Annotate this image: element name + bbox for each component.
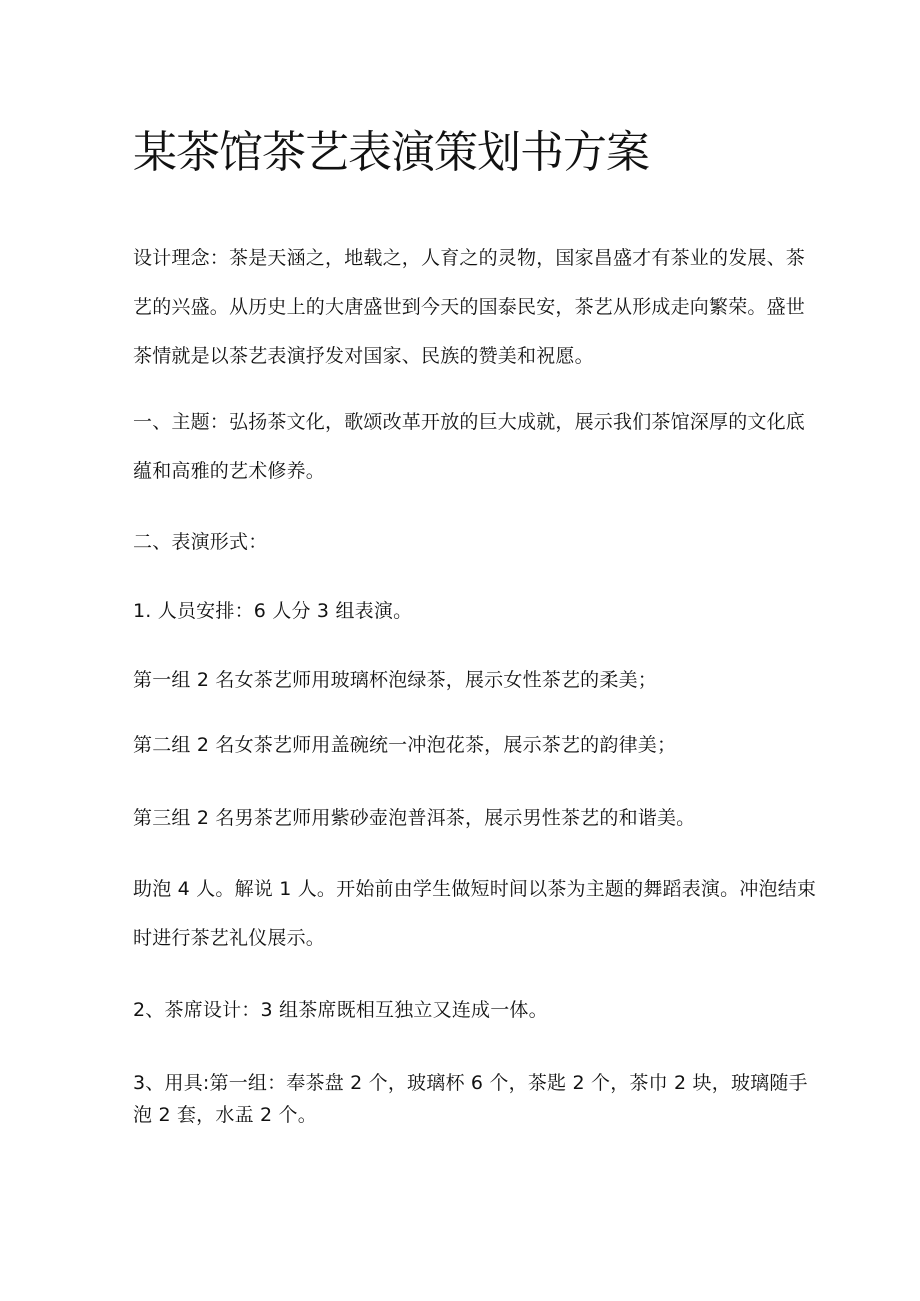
group-three-paragraph (133, 794, 793, 843)
utensils-paragraph (133, 1067, 808, 1131)
paragraph-line: 时进行茶艺礼仪展示。 (133, 927, 326, 949)
paragraph-line: 第二组 2 名女茶艺师用盖碗统一冲泡花茶，展示茶艺的韵律美； (133, 734, 677, 756)
theme-paragraph (133, 398, 806, 496)
paragraph-line: 2、茶席设计：3 组茶席既相互独立又连成一体。 (133, 999, 548, 1021)
paragraph-line: 第一组 2 名女茶艺师用玻璃杯泡绿茶，展示女性茶艺的柔美； (133, 669, 657, 691)
page-title: 某茶馆茶艺表演策划书方案 (133, 127, 649, 178)
paragraph-line: 3、用具:第一组：奉茶盘 2 个，玻璃杯 6 个，茶匙 2 个，茶巾 2 块，玻璃随手 (133, 1072, 808, 1094)
paragraph-line: 1. 人员安排：6 人分 3 组表演。 (133, 600, 413, 622)
paragraph-line: 茶情就是以茶艺表演抒发对国家、民族的赞美和祝愿。 (133, 345, 594, 367)
assistants-paragraph (133, 865, 817, 963)
performance-form-heading (133, 518, 793, 567)
group-one-paragraph (133, 656, 793, 705)
paragraph-line: 蕴和高雅的艺术修养。 (133, 460, 326, 482)
tea-table-design-paragraph (133, 986, 793, 1035)
paragraph-line: 助泡 4 人。解说 1 人。开始前由学生做短时间以茶为主题的舞蹈表演。冲泡结束 (133, 878, 817, 900)
staffing-paragraph (133, 587, 793, 636)
paragraph-line: 第三组 2 名男茶艺师用紫砂壶泡普洱茶，展示男性茶艺的和谐美。 (133, 807, 696, 829)
paragraph-line: 二、表演形式： (133, 531, 268, 553)
group-two-paragraph (133, 721, 793, 770)
paragraph-line: 泡 2 套，水盂 2 个。 (133, 1104, 317, 1126)
paragraph-line: 设计理念：茶是天涵之，地载之，人育之的灵物，国家昌盛才有茶业的发展、茶 (133, 247, 806, 269)
paragraph-line: 一、主题：弘扬茶文化，歌颂改革开放的巨大成就，展示我们茶馆深厚的文化底 (133, 411, 806, 433)
design-concept-paragraph (133, 234, 806, 381)
paragraph-line: 艺的兴盛。从历史上的大唐盛世到今天的国泰民安，茶艺从形成走向繁荣。盛世 (133, 296, 806, 318)
